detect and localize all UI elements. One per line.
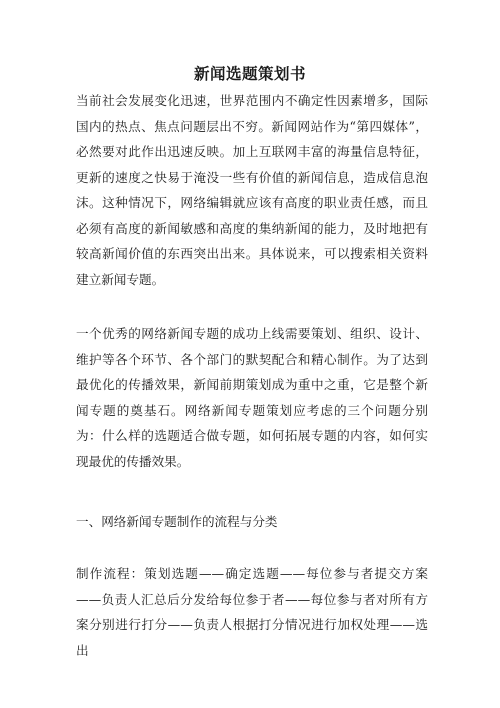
section-heading: 一、网络新闻专题制作的流程与分类 [76,514,278,529]
document-title: 新闻选题策划书 [193,64,306,83]
paragraph-intro: 当前社会发展变化迅速，世界范围内不确定性因素增多，国际国内的热点、焦点问题层出不穷。新闻网站作为“第四媒体”，必然要对此作出迅速反映。加上互联网丰富的海量信息特征，更新的速度之快易于淹没一些有价值的新闻信息，造成信息泡沫。这种情况下，网络编辑就应该有高度的职业责任感，而且必须有高度的新闻敏感和高度的集纳新闻的能力，及时地把有较高新闻价值的东西突出出来。具体说来，可以搜索相关资料建立新闻专题。 [76,93,428,287]
paragraph-process: 制作流程：策划选题——确定选题——每位参与者提交方案——负责人汇总后分发给每位参于者——每位参与者对所有方案分别进行打分——负责人根据打分情况进行加权处理——选出 [76,566,428,658]
paragraph-planning: 一个优秀的网络新闻专题的成功上线需要策划、组织、设计、维护等各个环节、各个部门的默契配合和精心制作。为了达到最优化的传播效果，新闻前期策划成为重中之重，它是整个新闻专题的奠基石。网络新闻专题策划应考虑的三个问题分别为：什么样的选题适合做专题，如何拓展专题的内容，如何实现最优的传播效果。 [76,326,428,469]
